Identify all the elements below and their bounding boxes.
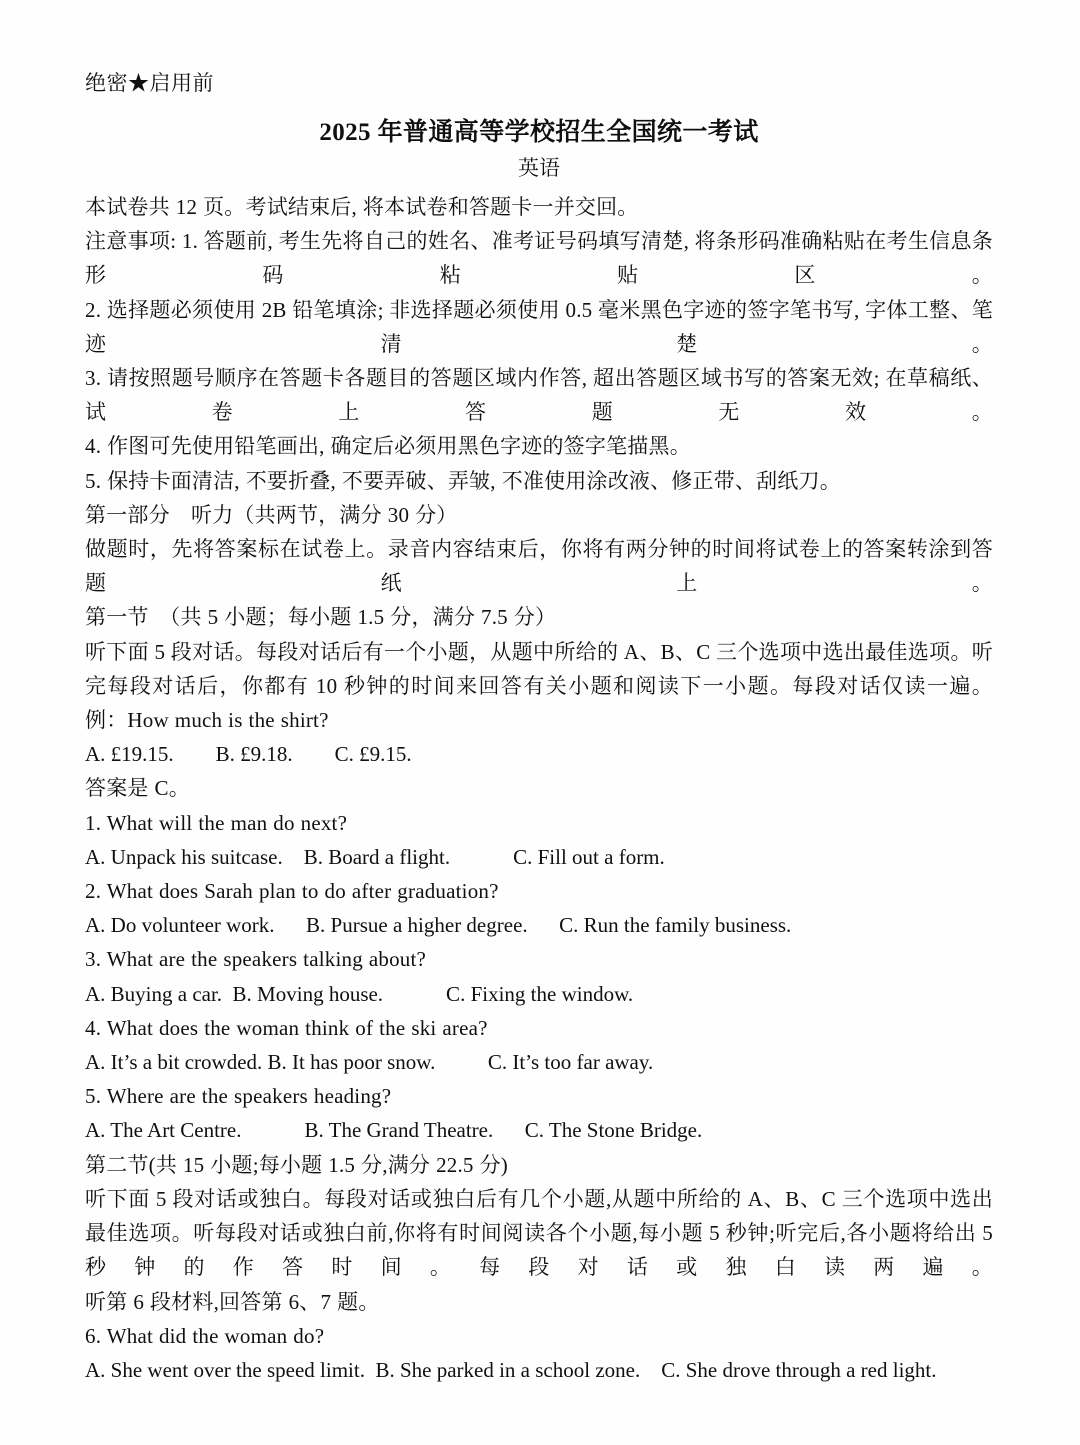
notes-item-3: 3. 请按照题号顺序在答题卡各题目的答题区域内作答, 超出答题区域书写的答案无效; 在草稿纸、试卷上答题无效。	[85, 366, 993, 425]
question-3-stem: 3. What are the speakers talking about?	[85, 947, 427, 972]
section-two-directions: 听下面 5 段对话或独白。每段对话或独白后有几个小题,从题中所给的 A、B、C 三个选项中选出最佳选项。听每段对话或独白前,你将有时间阅读各个小题,每小题 5 秒钟;听完后,各小题将给出 5 秒钟的作答时间。每段对话或独白读两遍。	[85, 1186, 993, 1280]
example-stem: 例：How much is the shirt?	[85, 708, 329, 733]
section-one-heading: 第一节 （共 5 小题；每小题 1.5 分，满分 7.5 分）	[85, 605, 557, 630]
notes-item-4: 4. 作图可先使用铅笔画出, 确定后必须用黑色字迹的签字笔描黑。	[85, 434, 691, 459]
question-1-stem: 1. What will the man do next?	[85, 810, 348, 835]
question-3-options[interactable]: A. Buying a car. B. Moving house. C. Fixing the window.	[85, 981, 634, 1006]
notes-item-5: 5. 保持卡面清洁, 不要折叠, 不要弄破、弄皱, 不准使用涂改液、修正带、刮纸刀。	[85, 468, 841, 493]
question-4-options[interactable]: A. It’s a bit crowded. B. It has poor snow. C. It’s too far away.	[85, 1050, 654, 1075]
notes-item-1: 注意事项: 1. 答题前, 考生先将自己的姓名、准考证号码填写清楚, 将条形码准确粘贴在考生信息条形码粘贴区。	[85, 229, 993, 288]
section-two-heading: 第二节(共 15 小题;每小题 1.5 分,满分 22.5 分)	[85, 1152, 508, 1177]
question-2-stem: 2. What does Sarah plan to do after graduation?	[85, 879, 499, 904]
part-one-intro: 做题时，先将答案标在试卷上。录音内容结束后，你将有两分钟的时间将试卷上的答案转涂到答题纸上。	[85, 537, 993, 596]
question-2-options[interactable]: A. Do volunteer work. B. Pursue a higher degree. C. Run the family business.	[85, 913, 792, 938]
page-title: 2025 年普通高等学校招生全国统一考试	[319, 119, 759, 146]
section-one-directions: 听下面 5 段对话。每段对话后有一个小题，从题中所给的 A、B、C 三个选项中选出最佳选项。听完每段对话后，你都有 10 秒钟的时间来回答有关小题和阅读下一小题。每段对话仅读一遍。	[85, 639, 993, 698]
page-content-column	[85, 0, 993, 1387]
secret-notice: 绝密★启用前	[85, 71, 214, 95]
title-block	[85, 116, 993, 184]
question-5-stem: 5. Where are the speakers heading?	[85, 1084, 392, 1109]
example-options: A. £19.15. B. £9.18. C. £9.15.	[85, 742, 412, 767]
example-answer: 答案是 C。	[85, 776, 190, 801]
part-one-heading: 第一部分 听力（共两节，满分 30 分）	[85, 502, 458, 527]
question-6-options[interactable]: A. She went over the speed limit. B. She parked in a school zone. C. She drove through a red light.	[85, 1357, 937, 1382]
question-1-options[interactable]: A. Unpack his suitcase. B. Board a flight. C. Fill out a form.	[85, 844, 665, 869]
question-5-options[interactable]: A. The Art Centre. B. The Grand Theatre. C. The Stone Bridge.	[85, 1118, 703, 1143]
question-4-stem: 4. What does the woman think of the ski area?	[85, 1015, 488, 1040]
question-6-stem: 6. What did the woman do?	[85, 1323, 325, 1348]
page-count-line: 本试卷共 12 页。考试结束后, 将本试卷和答题卡一并交回。	[85, 195, 639, 219]
notes-item-2: 2. 选择题必须使用 2B 铅笔填涂; 非选择题必须使用 0.5 毫米黑色字迹的签字笔书写, 字体工整、笔迹清楚。	[85, 297, 993, 356]
material-six-label: 听第 6 段材料,回答第 6、7 题。	[85, 1289, 380, 1314]
exam-body	[85, 190, 993, 1387]
exam-subject: 英语	[518, 156, 560, 180]
